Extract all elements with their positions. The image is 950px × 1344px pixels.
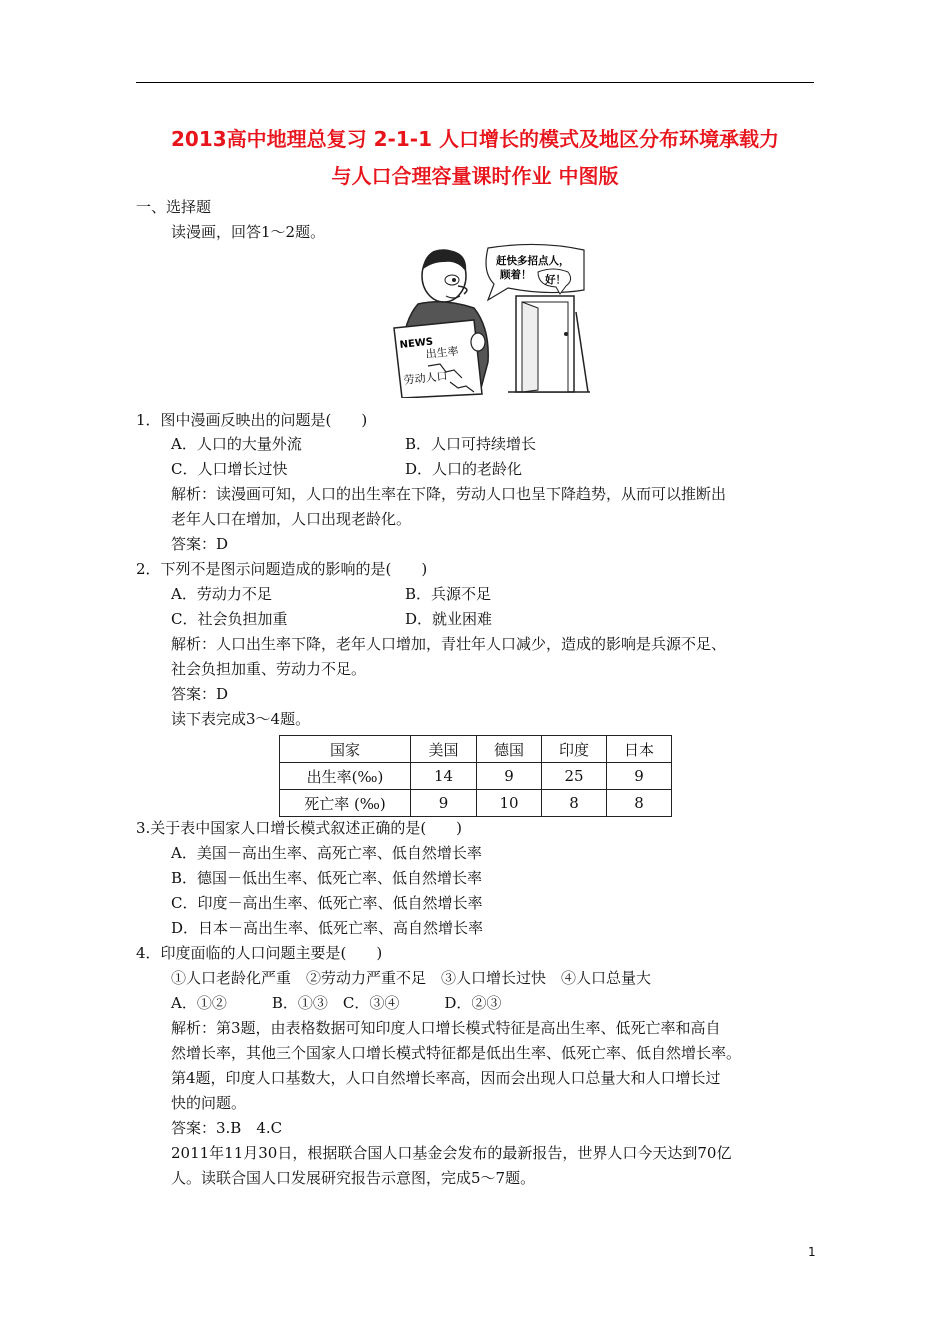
table-header-cell: 印度 xyxy=(542,736,607,763)
table-row xyxy=(280,763,672,790)
q3-option-c: C．印度－高出生率、低死亡率、低自然增长率 xyxy=(171,894,483,912)
q3-option-d: D．日本－高出生率、低死亡率、高自然增长率 xyxy=(171,919,484,937)
q4-analysis-line-3: 第4题，印度人口基数大，人口自然增长率高，因而会出现人口总量大和人口增长过 xyxy=(171,1069,721,1087)
newspaper-masthead: NEWS xyxy=(399,336,434,351)
birth-rate-label: 出生率 xyxy=(424,344,460,361)
header-rule xyxy=(136,82,814,83)
q2-stem: 2．下列不是图示问题造成的影响的是( ) xyxy=(136,560,428,578)
table-cell: 死亡率 (‰) xyxy=(280,790,411,817)
q3-option-a: A．美国－高出生率、高死亡率、低自然增长率 xyxy=(171,844,482,862)
table-header-cell: 德国 xyxy=(477,736,542,763)
page-title-line-1: 2013高中地理总复习 2-1-1 人口增长的模式及地区分布环境承载力 xyxy=(171,127,779,151)
intro-q1-q2: 读漫画，回答1～2题。 xyxy=(171,223,326,241)
q4-analysis-line-4: 快的问题。 xyxy=(171,1094,247,1112)
q1-analysis-line-1: 解析：读漫画可知，人口的出生率在下降，劳动人口也呈下降趋势，从而可以推断出 xyxy=(171,485,727,503)
table-cell: 出生率(‰) xyxy=(280,763,411,790)
table-row xyxy=(280,790,672,817)
table-cell: 9 xyxy=(411,790,477,817)
q1-option-d: D．人口的老龄化 xyxy=(405,460,523,478)
intro-q5-q7-line-1: 2011年11月30日，根据联合国人口基金会发布的最新报告，世界人口今天达到70亿 xyxy=(171,1144,732,1162)
intro-q5-q7-line-2: 人。读联合国人口发展研究报告示意图，完成5～7题。 xyxy=(171,1169,536,1187)
section-heading: 一、选择题 xyxy=(136,198,212,216)
q4-answer: 答案：3.B 4.C xyxy=(171,1119,283,1137)
q1-option-b: B．人口可持续增长 xyxy=(405,435,537,453)
page-title-line-2: 与人口合理容量课时作业 中图版 xyxy=(331,164,619,188)
labor-population-label: 劳动人口 xyxy=(402,369,449,387)
table-header-row xyxy=(280,736,672,763)
q4-analysis-line-1: 解析：第3题，由表格数据可知印度人口增长模式特征是高出生率、低死亡率和高自 xyxy=(171,1019,721,1037)
intro-q3-q4: 读下表完成3～4题。 xyxy=(171,710,311,728)
speech-line-2: 顾着！ xyxy=(500,269,532,281)
table-header-cell: 美国 xyxy=(411,736,477,763)
q4-options: A．①② B．①③ C．③④ D．②③ xyxy=(171,994,502,1012)
q2-option-d: D．就业困难 xyxy=(405,610,493,628)
population-rate-table xyxy=(279,735,672,817)
q4-stem: 4．印度面临的人口问题主要是( ) xyxy=(136,944,383,962)
q3-stem: 3.关于表中国家人口增长模式叙述正确的是( ) xyxy=(136,819,463,837)
q2-option-a: A．劳动力不足 xyxy=(171,585,272,603)
speech-line-1: 赶快多招点人， xyxy=(496,255,570,267)
table-cell: 9 xyxy=(607,763,672,790)
q1-answer: 答案：D xyxy=(171,535,229,553)
q1-analysis-line-2: 老年人口在增加，人口出现老龄化。 xyxy=(171,510,412,528)
table-cell: 8 xyxy=(542,790,607,817)
q4-analysis-line-2: 然增长率，其他三个国家人口增长模式特征都是低出生率、低死亡率、低自然增长率。 xyxy=(171,1044,742,1062)
q1-option-c: C．人口增长过快 xyxy=(171,460,288,478)
q1-option-a: A．人口的大量外流 xyxy=(171,435,302,453)
table-cell: 8 xyxy=(607,790,672,817)
table-header-cell: 日本 xyxy=(607,736,672,763)
q2-option-c: C．社会负担加重 xyxy=(171,610,288,628)
table-cell: 10 xyxy=(477,790,542,817)
q2-analysis-line-1: 解析：人口出生率下降，老年人口增加，青壮年人口减少，造成的影响是兵源不足、 xyxy=(171,635,727,653)
q4-items: ①人口老龄化严重 ②劳动力严重不足 ③人口增长过快 ④人口总量大 xyxy=(171,969,652,987)
q2-analysis-line-2: 社会负担加重、劳动力不足。 xyxy=(171,660,367,678)
page-number: 1 xyxy=(808,1245,816,1259)
q1-stem: 1．图中漫画反映出的问题是( ) xyxy=(136,411,368,429)
table-cell: 9 xyxy=(477,763,542,790)
table-cell: 25 xyxy=(542,763,607,790)
q2-answer: 答案：D xyxy=(171,685,229,703)
table-cell: 14 xyxy=(411,763,477,790)
cartoon-illustration xyxy=(388,242,590,398)
q2-option-b: B．兵源不足 xyxy=(405,585,492,603)
q3-option-b: B．德国－低出生率、低死亡率、低自然增长率 xyxy=(171,869,483,887)
table-header-cell: 国家 xyxy=(280,736,411,763)
speech-line-3: 好！ xyxy=(545,274,566,286)
